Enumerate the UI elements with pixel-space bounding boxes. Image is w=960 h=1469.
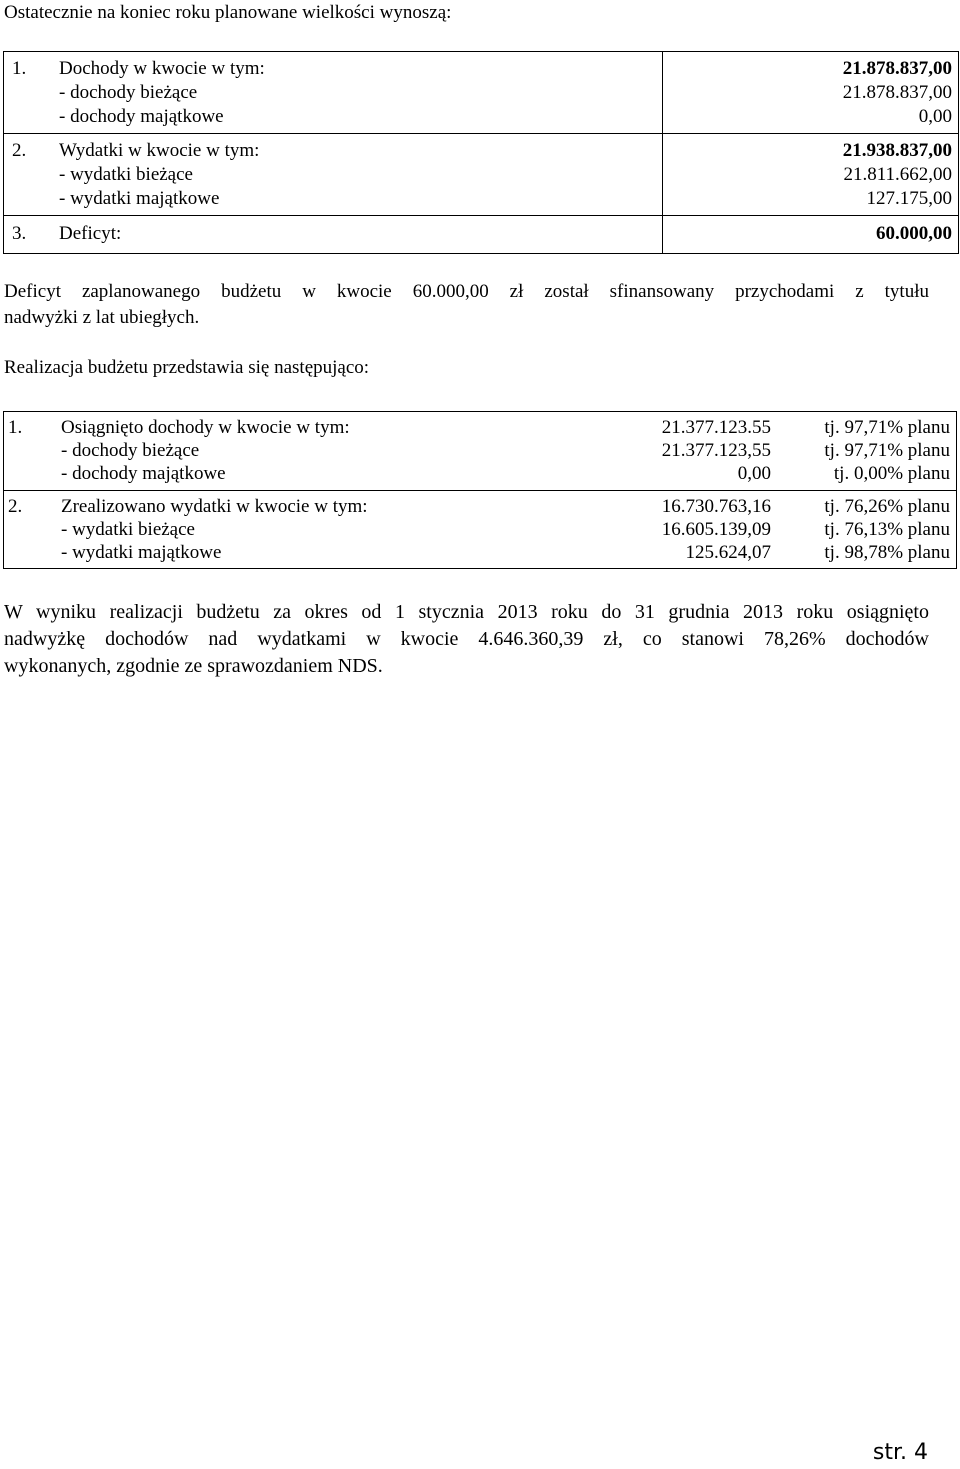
intro-text: Ostatecznie na koniec roku planowane wielkości wynoszą: <box>4 2 452 23</box>
row-sublabel: - wydatki majątkowe <box>61 542 222 563</box>
row-sublabel: - dochody bieżące <box>61 440 200 461</box>
row-sublabel: - wydatki bieżące <box>59 164 193 185</box>
percent-of-plan: tj. 98,78% planu <box>824 542 950 563</box>
table-row <box>4 412 957 491</box>
table-row <box>4 491 957 569</box>
plan-row-3-values <box>663 216 959 254</box>
percent-of-plan: tj. 76,13% planu <box>824 519 950 540</box>
plan-row-3-desc <box>4 216 663 254</box>
summary-line-2: nadwyżkę dochodów nad wydatkami w kwocie 4.646.360,39 zł, co stanowi 78,26% dochodów <box>4 628 929 650</box>
row-sublabel: - dochody majątkowe <box>61 463 226 484</box>
value: 21.377.123,55 <box>661 440 771 461</box>
real-row-1 <box>4 412 957 491</box>
percent-of-plan: tj. 97,71% planu <box>824 440 950 461</box>
summary-line-3: wykonanych, zgodnie ze sprawozdaniem NDS. <box>4 655 383 677</box>
row-label: Dochody w kwocie w tym: <box>59 58 265 79</box>
realization-table <box>3 411 957 569</box>
plan-row-1-desc <box>4 52 663 134</box>
real-row-2 <box>4 491 957 569</box>
value-total: 21.878.837,00 <box>842 58 952 79</box>
value: 127.175,00 <box>866 188 952 209</box>
value: 21.878.837,00 <box>842 82 952 103</box>
row-label: Zrealizowano wydatki w kwocie w tym: <box>61 496 368 517</box>
row-label: Osiągnięto dochody w kwocie w tym: <box>61 417 350 438</box>
plan-table <box>3 51 959 254</box>
value: 125.624,07 <box>685 542 771 563</box>
realization-heading: Realizacja budżetu przedstawia się następująco: <box>4 357 370 378</box>
value: 21.377.123.55 <box>661 417 771 438</box>
row-sublabel: - dochody bieżące <box>59 82 198 103</box>
table-row <box>4 134 959 216</box>
value-total: 60.000,00 <box>876 223 952 244</box>
summary-line-1: W wyniku realizacji budżetu za okres od 1 stycznia 2013 roku do 31 grudnia 2013 roku osiągnięto <box>4 601 929 623</box>
row-number: 1. <box>12 58 27 79</box>
row-sublabel: - wydatki bieżące <box>61 519 195 540</box>
value: 21.811.662,00 <box>843 164 952 185</box>
row-number: 2. <box>8 496 23 517</box>
row-sublabel: - dochody majątkowe <box>59 106 224 127</box>
deficit-paragraph-line-2: nadwyżki z lat ubiegłych. <box>4 307 200 328</box>
row-number: 2. <box>12 140 27 161</box>
plan-row-2-values <box>663 134 959 216</box>
plan-row-2-desc <box>4 134 663 216</box>
value: 16.605.139,09 <box>661 519 771 540</box>
percent-of-plan: tj. 0,00% planu <box>833 463 950 484</box>
plan-row-1-values <box>663 52 959 134</box>
row-label: Deficyt: <box>59 223 122 244</box>
value: 16.730.763,16 <box>661 496 771 517</box>
percent-of-plan: tj. 97,71% planu <box>824 417 950 438</box>
value-total: 21.938.837,00 <box>842 140 952 161</box>
table-row <box>4 52 959 134</box>
value: 0,00 <box>737 463 771 484</box>
deficit-paragraph-line-1: Deficyt zaplanowanego budżetu w kwocie 60.000,00 zł został sfinansowany przychodami z tytułu <box>4 281 929 302</box>
row-number: 3. <box>12 223 27 244</box>
page-number: str. 4 <box>872 1440 928 1465</box>
percent-of-plan: tj. 76,26% planu <box>824 496 950 517</box>
table-row <box>4 216 959 254</box>
row-number: 1. <box>8 417 23 438</box>
row-label: Wydatki w kwocie w tym: <box>59 140 260 161</box>
value: 0,00 <box>918 106 952 127</box>
row-sublabel: - wydatki majątkowe <box>59 188 220 209</box>
